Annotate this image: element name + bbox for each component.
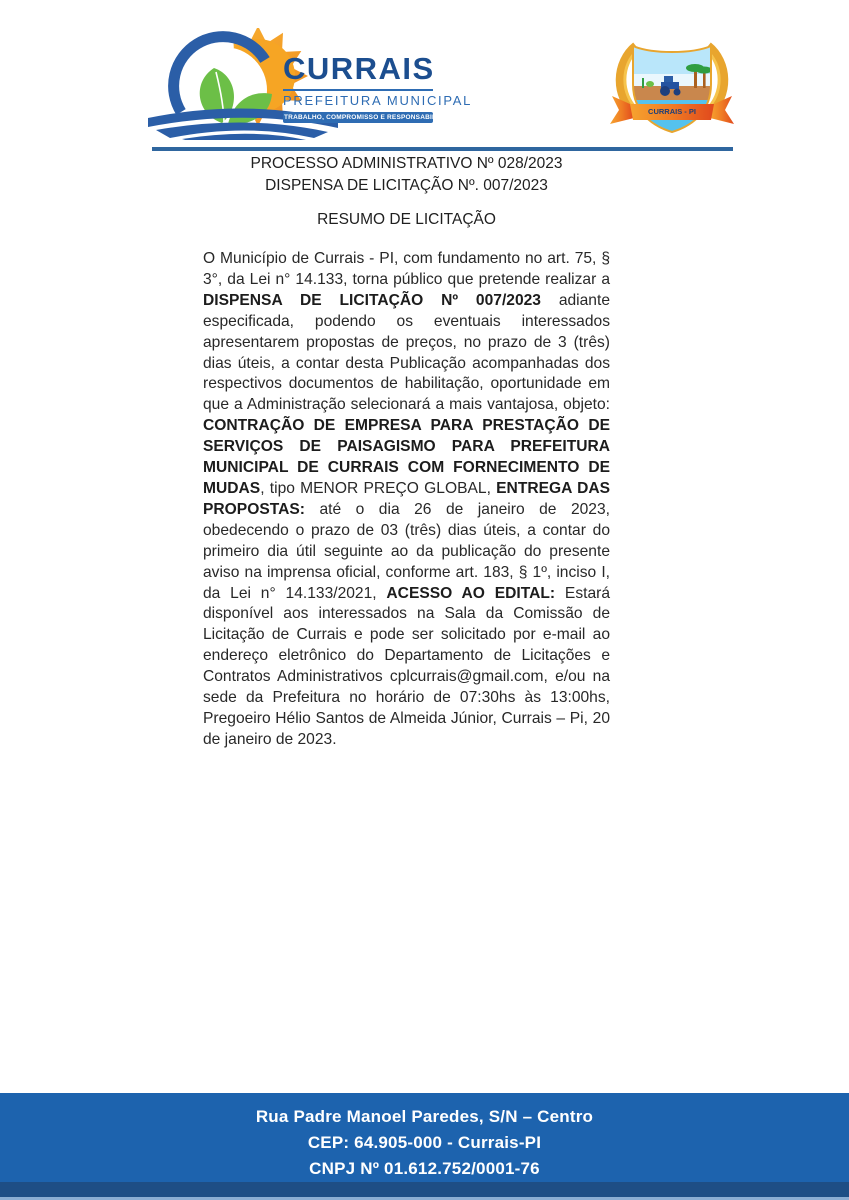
header-divider — [152, 147, 733, 151]
section-title: RESUMO DE LICITAÇÃO — [317, 211, 496, 228]
notice-body-paragraph: O Município de Currais - PI, com fundamento no art. 75, § 3°, da Lei n° 14.133, torna público que pretende realizar a DISPENSA DE LICITAÇÃO Nº 007/2023 adiante especificada, podendo os eventuais interessados apresentarem propostas de preços, no prazo de 3 (três) dias úteis, a contar desta Publicação acompanhadas dos respectivos documentos de habilitação, oportunidade em que a Administração selecionará a mais vantajosa, objeto: CONTRAÇÃO DE EMPRESA PARA PRESTAÇÃO DE SERVIÇOS DE PAISAGISMO PARA PREFEITURA MUNICIPAL DE CURRAIS COM FORNECIMENTO DE MUDAS, tipo MENOR PREÇO GLOBAL, ENTREGA DAS PROPOSTAS: até o dia 26 de janeiro de 2023, obedecendo o prazo de 03 (três) dias úteis, a contar do primeiro dia útil seguinte ao da publicação do presente aviso na imprensa oficial, conforme art. 183, § 1º, inciso I, da Lei n° 14.133/2021, ACESSO AO EDITAL: Estará disponível aos interessados na Sala da Comissão de Licitação de Currais e pode ser solicitado por e-mail ao endereço eletrônico do Departamento de Licitações e Contratos Administrativos cplcurrais@gmail.com, e/ou na sede da Prefeitura no horário de 07:30hs às 13:00hs, Pregoeiro Hélio Santos de Almeida Júnior, Currais – Pi, 20 de janeiro de 2023. — [203, 250, 610, 748]
footer-band — [0, 1093, 849, 1200]
document-title-block — [203, 153, 610, 197]
logo-divider — [283, 89, 433, 91]
footer-dark-stripe — [0, 1182, 849, 1197]
dispensa-number-title: DISPENSA DE LICITAÇÃO Nº. 007/2023 — [265, 177, 548, 194]
logo-subtitle: PREFEITURA MUNICIPAL — [283, 93, 473, 108]
logo-tagline-badge: TRABALHO, COMPROMISSO E RESPONSABILIDADE — [284, 114, 458, 121]
crest-ribbon-label: CURRAIS - PI — [648, 107, 696, 116]
coat-of-arms-icon — [606, 34, 738, 140]
footer-contact-block — [0, 1104, 849, 1182]
logo-name: CURRAIS — [283, 51, 435, 86]
process-number-title: PROCESSO ADMINISTRATIVO Nº 028/2023 — [250, 155, 563, 172]
logo-wordmark — [283, 51, 473, 123]
footer-address: Rua Padre Manoel Paredes, S/N – Centro — [255, 1107, 594, 1126]
footer-cep: CEP: 64.905-000 - Currais-PI — [307, 1133, 542, 1152]
footer-cnpj: CNPJ Nº 01.612.752/0001-76 — [309, 1159, 540, 1178]
wave-icon — [182, 134, 306, 140]
